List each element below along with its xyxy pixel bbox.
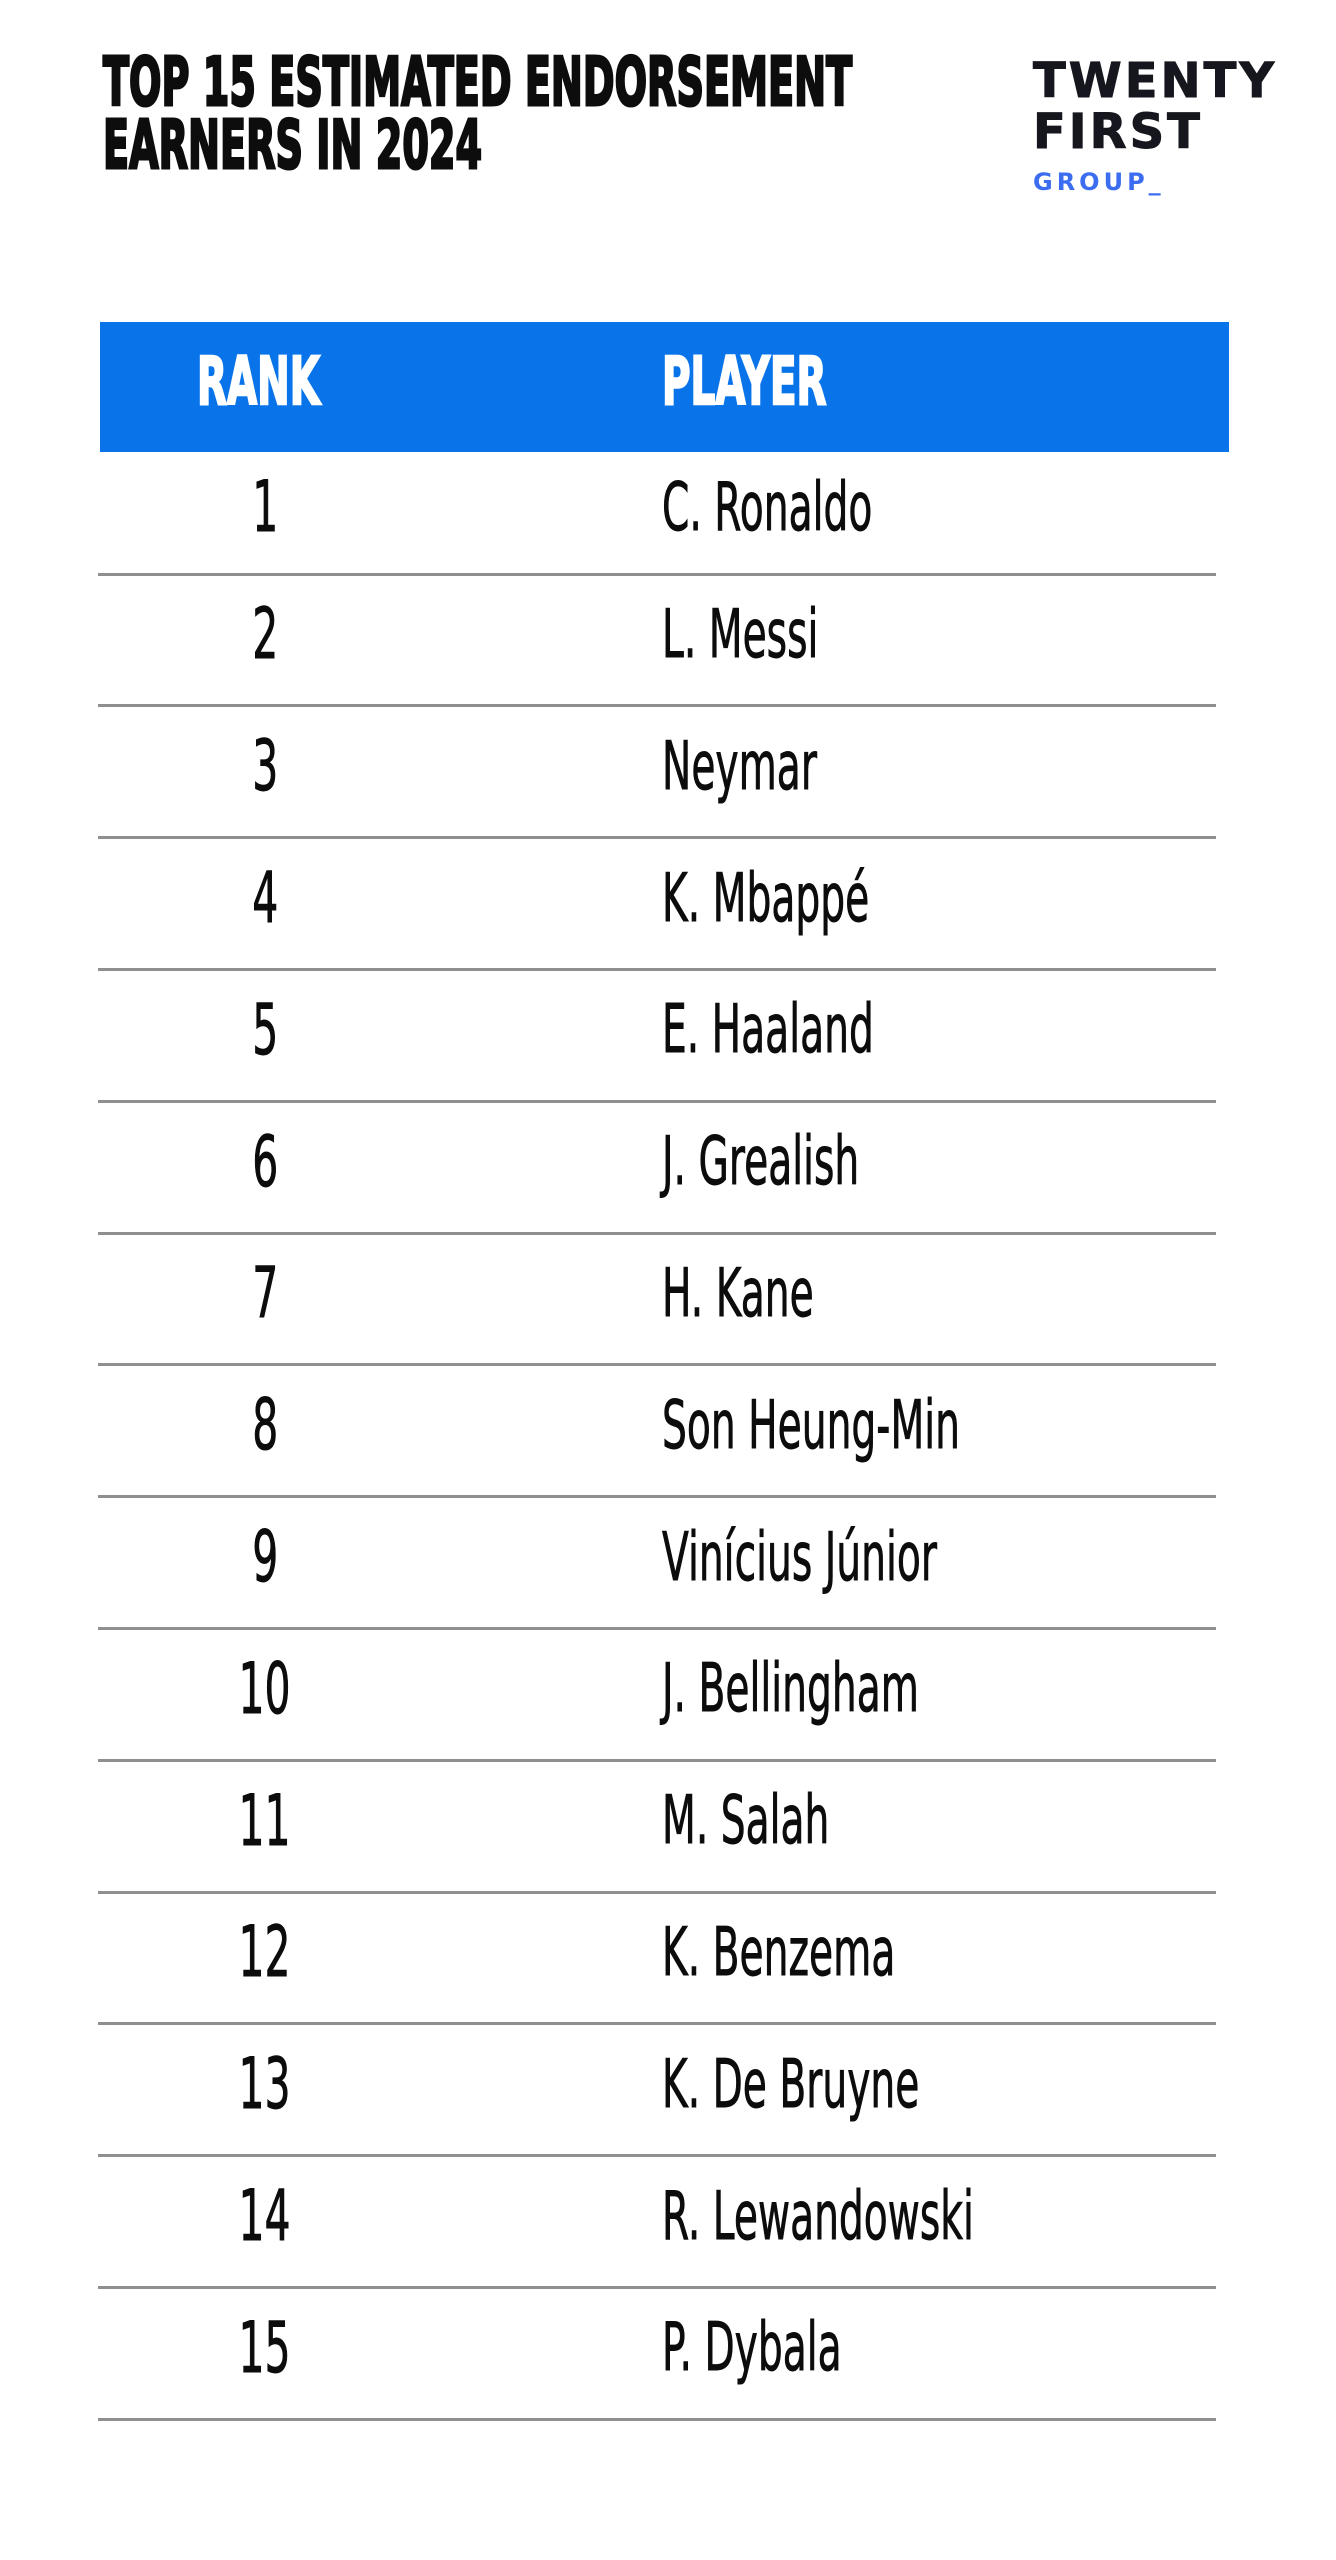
table-header-row: [100, 322, 1229, 452]
table-row: [100, 2156, 1229, 2288]
logo-word-twenty: TWENTY: [1033, 53, 1278, 109]
player-column-header: PLAYER: [662, 343, 827, 420]
player-name: Neymar: [662, 726, 817, 805]
rank-column-header-cell: [100, 322, 430, 452]
player-name: E. Haaland: [662, 990, 874, 1069]
rank-value: 8: [251, 1384, 279, 1467]
rank-value: 5: [251, 988, 279, 1071]
rank-column-header: RANK: [197, 343, 320, 420]
table-row: [100, 2288, 1229, 2420]
twenty-first-group-logo: [1033, 53, 1278, 196]
player-name: K. De Bruyne: [662, 2044, 920, 2123]
player-name: J. Bellingham: [662, 1649, 919, 1728]
rank-value: 12: [238, 1911, 292, 1994]
rank-value: 9: [251, 1516, 279, 1599]
rank-value: 4: [251, 857, 279, 940]
table-row: [100, 1234, 1229, 1366]
table-row: [100, 1497, 1229, 1629]
rank-value: 14: [238, 2175, 292, 2258]
rank-value: 1: [251, 466, 279, 549]
player-name: Son Heung-Min: [662, 1385, 961, 1464]
rank-value: 6: [251, 1120, 279, 1203]
table-row: [100, 1761, 1229, 1893]
logo-word-group: GROUP_: [1033, 168, 1165, 196]
table-row: [100, 2024, 1229, 2156]
page-title: [103, 43, 853, 184]
rank-value: 10: [238, 1647, 292, 1730]
table-row: [100, 575, 1229, 707]
page-title-line2: EARNERS IN 2024: [103, 106, 483, 184]
page-title-line1: TOP 15 ESTIMATED ENDORSEMENT: [103, 43, 853, 121]
rank-value: 7: [251, 1252, 279, 1335]
rank-value: 15: [238, 2306, 292, 2389]
table-row: [100, 970, 1229, 1102]
table-row: [100, 1365, 1229, 1497]
table-row: [100, 1893, 1229, 2025]
player-name: C. Ronaldo: [662, 467, 873, 546]
rank-value: 3: [251, 725, 279, 808]
player-name: H. Kane: [662, 1253, 814, 1332]
player-name: Vinícius Júnior: [662, 1517, 937, 1596]
player-name: J. Grealish: [662, 1122, 860, 1201]
rank-value: 2: [251, 593, 279, 676]
player-name: K. Mbappé: [662, 858, 870, 937]
rank-value: 11: [238, 1779, 292, 1862]
table-row: [100, 452, 1229, 575]
table-row: [100, 706, 1229, 838]
player-name: R. Lewandowski: [662, 2176, 974, 2255]
table-row: [100, 1102, 1229, 1234]
rank-value: 13: [238, 2043, 292, 2126]
table-row: [100, 1629, 1229, 1761]
player-name: P. Dybala: [662, 2308, 842, 2387]
endorsement-rank-table: [100, 322, 1229, 2420]
logo-word-first: FIRST: [1033, 104, 1203, 160]
table-row: [100, 838, 1229, 970]
player-column-header-cell: [430, 322, 1229, 452]
player-name: M. Salah: [662, 1781, 830, 1860]
player-name: K. Benzema: [662, 1912, 896, 1991]
player-name: L. Messi: [662, 594, 819, 673]
